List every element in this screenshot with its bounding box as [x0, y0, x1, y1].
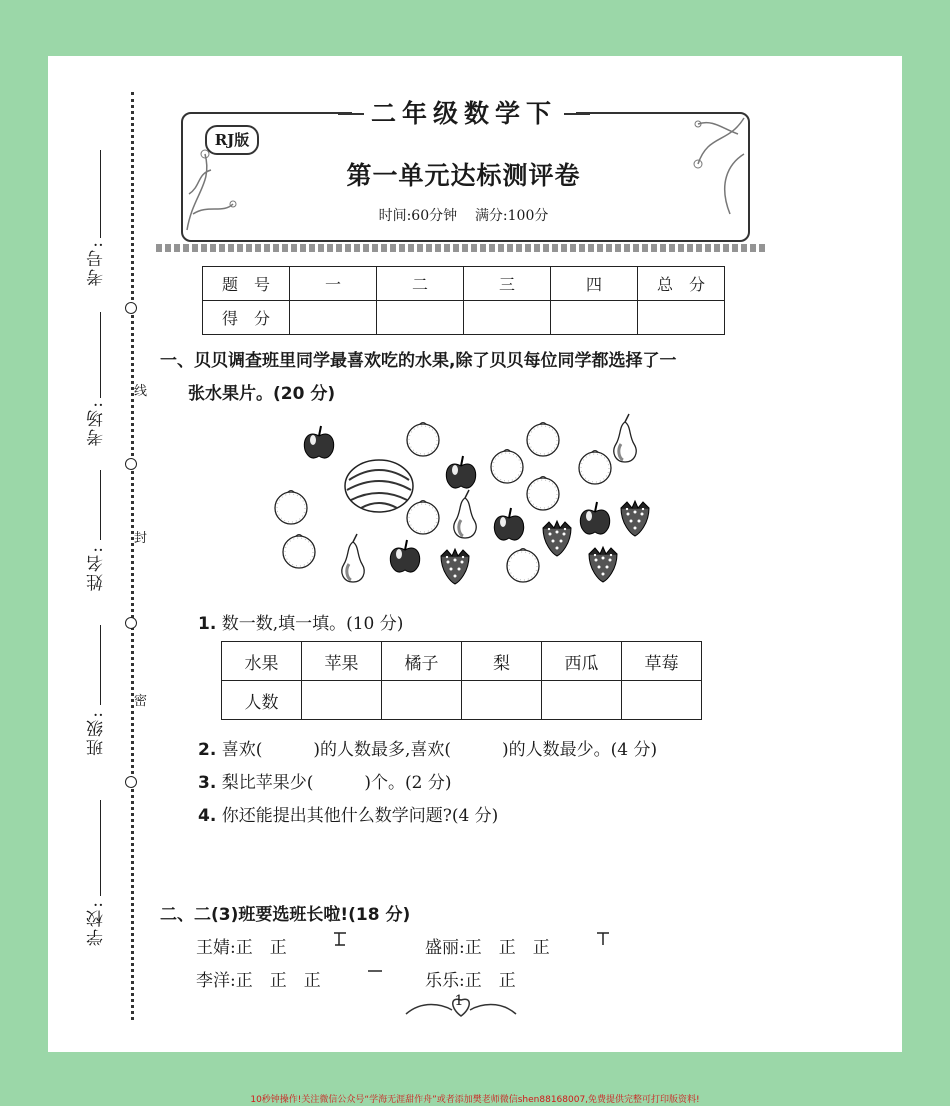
tally-marks: 正 正: [464, 971, 516, 991]
binding-ring: [125, 302, 137, 314]
candidate-name: 盛丽:: [425, 938, 465, 958]
edition-badge: RJ版: [205, 125, 259, 155]
seal-word-seal: 封: [134, 531, 148, 546]
question-number: 1.: [198, 614, 217, 634]
question-text: 数一数,填一填。(10 分): [221, 614, 404, 634]
question-text: 梨比苹果少( )个。(2 分): [221, 773, 452, 793]
table-row: [222, 681, 702, 720]
strawberry-icon: [621, 501, 649, 536]
candidate-row: [196, 966, 338, 991]
pear-icon: [342, 534, 364, 582]
partial-tally-icon: [332, 930, 348, 946]
question-1: [198, 609, 403, 634]
answer-cell[interactable]: [382, 681, 462, 720]
orange-icon: [527, 477, 559, 511]
candidate-row: [425, 933, 567, 958]
fruit-picture: [265, 410, 665, 596]
partial-tally: [595, 930, 611, 951]
section1-heading-cont: 张水果片。(20 分): [188, 384, 336, 404]
tally-marks: 正 正 正: [235, 971, 338, 991]
page-title: 第一单元达标测评卷: [346, 161, 581, 190]
question-3: [198, 768, 451, 793]
candidate-row: [196, 933, 321, 958]
orange-icon: [407, 423, 439, 457]
exam-room-label: 考场:: [87, 400, 107, 446]
candidate-row: [425, 966, 516, 991]
table-cell: 一: [290, 267, 377, 301]
answer-cell[interactable]: [302, 681, 382, 720]
orange-icon: [491, 450, 523, 484]
name-blank: [100, 470, 101, 540]
partial-tally: [367, 962, 383, 982]
score-input-cell[interactable]: [377, 301, 464, 335]
binding-ring: [125, 458, 137, 470]
exam-room-blank: [100, 312, 101, 398]
full-score: 满分:100分: [474, 208, 549, 224]
question-text: 你还能提出其他什么数学问题?(4 分): [221, 806, 499, 826]
fruit-count-table: [221, 641, 702, 720]
table-cell: 西瓜: [542, 642, 622, 681]
orange-icon: [527, 423, 559, 457]
table-row: [203, 301, 725, 335]
apple-icon: [304, 426, 333, 458]
school-label: 学校:: [87, 900, 107, 946]
binding-ring: [125, 776, 137, 788]
table-cell: 水果: [222, 642, 302, 681]
tally-marks: 正 正: [235, 938, 321, 958]
candidate-name: 乐乐:: [425, 971, 465, 991]
grade-title: 二年级数学下: [352, 96, 576, 132]
score-table: [202, 266, 725, 335]
orange-icon: [507, 549, 539, 583]
score-input-cell[interactable]: [464, 301, 551, 335]
table-row: [203, 267, 725, 301]
school-blank: [100, 800, 101, 896]
apple-icon: [580, 502, 609, 534]
score-input-cell[interactable]: [290, 301, 377, 335]
score-input-cell[interactable]: [551, 301, 638, 335]
partial-tally-icon: [595, 930, 611, 946]
answer-cell[interactable]: [542, 681, 622, 720]
partial-tally-icon: [367, 967, 383, 977]
question-text: 喜欢( )的人数最多,喜欢( )的人数最少。(4 分): [221, 740, 658, 760]
binding-ring: [125, 617, 137, 629]
table-cell: 人数: [222, 681, 302, 720]
strawberry-icon: [543, 521, 571, 556]
exam-info: [181, 205, 746, 225]
table-cell: 得 分: [203, 301, 290, 335]
apple-icon: [446, 456, 475, 488]
apple-icon: [390, 540, 419, 572]
table-cell: 苹果: [302, 642, 382, 681]
page-number: 1: [454, 993, 464, 1009]
seal-word-secret: 密: [134, 694, 148, 709]
exam-number-blank: [100, 150, 101, 238]
pear-icon: [614, 414, 636, 462]
class-label: 班级:: [87, 710, 107, 756]
answer-cell[interactable]: [462, 681, 542, 720]
table-cell: 草莓: [622, 642, 702, 681]
score-input-cell[interactable]: [638, 301, 725, 335]
question-4: [198, 801, 498, 826]
table-cell: 二: [377, 267, 464, 301]
table-cell: 总 分: [638, 267, 725, 301]
apple-icon: [494, 508, 523, 540]
question-number: 3.: [198, 773, 217, 793]
divider: [156, 244, 766, 252]
partial-tally: [332, 930, 348, 951]
question-number: 2.: [198, 740, 217, 760]
name-label: 姓名:: [87, 545, 107, 591]
footer-notice: 10秒钟操作!关注微信公众号“学海无涯甜作舟”或者添加樊老师微信shen88168007,免费提供完整可打印版资料!: [250, 1095, 700, 1105]
table-cell: 三: [464, 267, 551, 301]
table-cell: 梨: [462, 642, 542, 681]
table-cell: 题 号: [203, 267, 290, 301]
strawberry-icon: [589, 547, 617, 582]
orange-icon: [407, 501, 439, 535]
question-number: 4.: [198, 806, 217, 826]
section1-heading: 一、贝贝调查班里同学最喜欢吃的水果,除了贝贝每位同学都选择了一: [160, 351, 677, 371]
tally-marks: 正 正 正: [464, 938, 567, 958]
question-2: [198, 735, 657, 760]
pear-icon: [454, 490, 476, 538]
exam-number-label: 考号:: [87, 240, 107, 286]
binding-dotted-line: [131, 92, 134, 1020]
answer-cell[interactable]: [622, 681, 702, 720]
section2-heading: 二、二(3)班要选班长啦!(18 分): [160, 905, 411, 925]
candidate-name: 李洋:: [196, 971, 236, 991]
table-row: [222, 642, 702, 681]
orange-icon: [579, 451, 611, 485]
seal-word-line: 线: [134, 384, 148, 399]
strawberry-icon: [441, 549, 469, 584]
candidate-name: 王婧:: [196, 938, 236, 958]
class-blank: [100, 625, 101, 705]
orange-icon: [283, 535, 315, 569]
time-limit: 时间:60分钟: [378, 208, 458, 224]
table-cell: 四: [551, 267, 638, 301]
orange-icon: [275, 491, 307, 525]
watermelon-icon: [345, 460, 413, 512]
table-cell: 橘子: [382, 642, 462, 681]
